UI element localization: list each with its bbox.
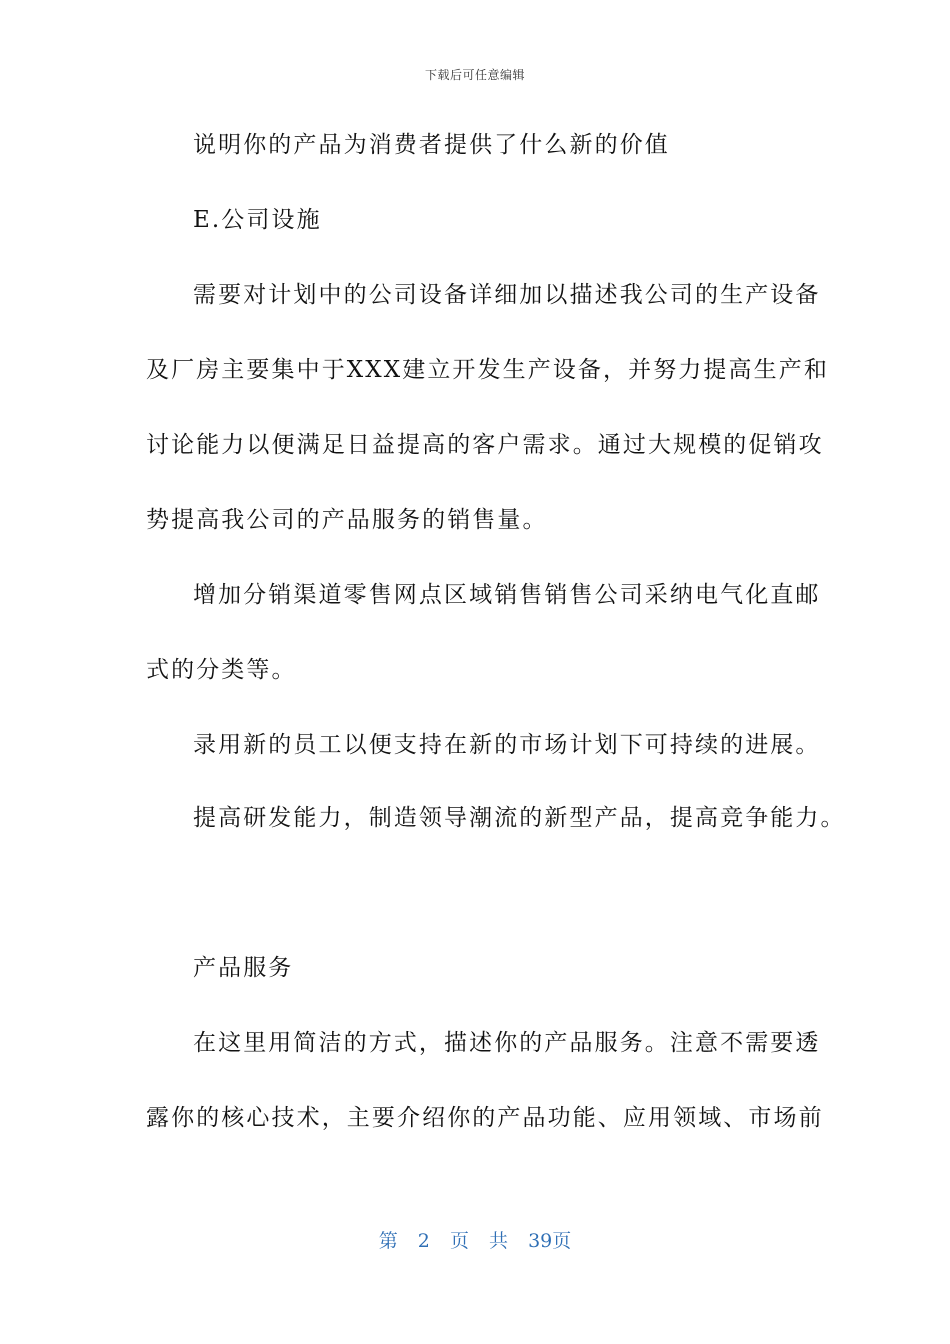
paragraph-line: 说明你的产品为消费者提供了什么新的价值: [193, 132, 670, 158]
paragraph-line: 及厂房主要集中于XXX建立开发生产设备，并努力提高生产和: [146, 357, 829, 383]
paragraph-line: 式的分类等。: [146, 657, 297, 683]
paragraph-line: 露你的核心技术，主要介绍你的产品功能、应用领域、市场前: [146, 1105, 824, 1131]
paragraph-line: 讨论能力以便满足日益提高的客户需求。通过大规模的促销攻: [146, 432, 824, 458]
paragraph-line: 需要对计划中的公司设备详细加以描述我公司的生产设备: [193, 282, 821, 308]
paragraph-line: 势提高我公司的产品服务的销售量。: [146, 507, 548, 533]
footer-total-pages: 39页: [528, 1230, 572, 1252]
paragraph-line: 在这里用简洁的方式，描述你的产品服务。注意不需要透: [193, 1030, 821, 1056]
footer-total-label: 共: [489, 1230, 509, 1252]
page-header: 下载后可任意编辑: [424, 68, 525, 82]
page-footer: [0, 1226, 950, 1253]
footer-current-page: 2: [417, 1230, 430, 1252]
section-heading: E.公司设施: [193, 207, 322, 233]
footer-page-label: 页: [449, 1230, 469, 1252]
paragraph-line: 提高研发能力，制造领导潮流的新型产品，提高竞争能力。: [193, 805, 846, 831]
paragraph-line: 增加分销渠道零售网点区域销售销售公司采纳电气化直邮: [193, 582, 821, 608]
section-heading: 产品服务: [193, 955, 294, 981]
paragraph-line: 录用新的员工以便支持在新的市场计划下可持续的进展。: [193, 732, 821, 758]
footer-prefix: 第: [378, 1230, 398, 1252]
